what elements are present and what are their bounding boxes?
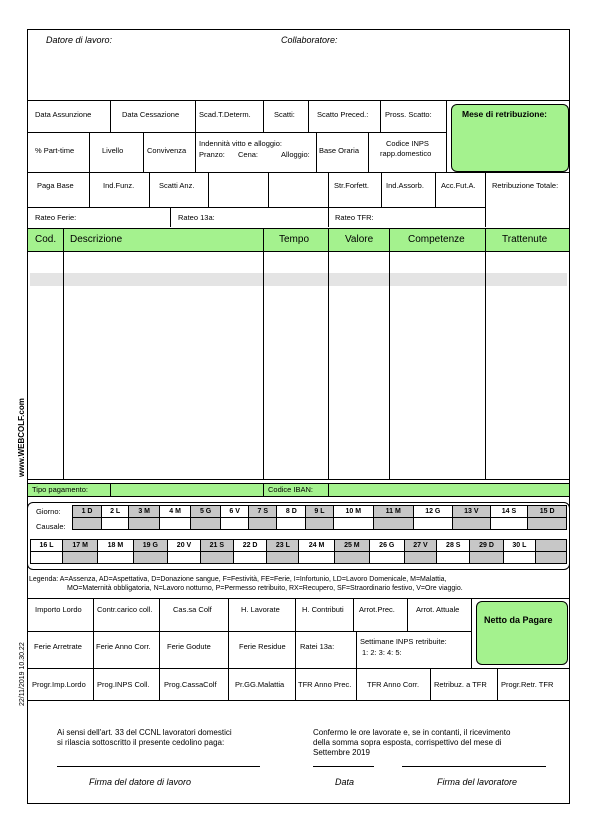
giorno-label: Giorno:: [36, 507, 61, 516]
footer-right-text-3: Settembre 2019: [313, 748, 370, 757]
day-2: 2 L: [102, 506, 129, 518]
codice-iban-label: Codice IBAN:: [268, 485, 314, 494]
contr-carico-label: Contr.carico coll.: [97, 605, 153, 614]
causale-cell[interactable]: [453, 518, 491, 530]
day-17: 17 M: [63, 540, 98, 552]
causale-cell[interactable]: [200, 552, 233, 564]
day-24: 24 M: [299, 540, 334, 552]
h-lavorate-label: H. Lavorate: [241, 605, 280, 614]
acc-fut-label: Acc.Fut.A.: [441, 181, 476, 190]
causale-cell[interactable]: [98, 552, 133, 564]
scatti-anz-label: Scatti Anz.: [159, 181, 195, 190]
causale-cell[interactable]: [470, 552, 504, 564]
legend-line-1: Legenda: A=Assenza, AD=Aspettativa, D=Donazione sangue, F=Festività, FE=Ferie, I=Infortunio, LD=Lavoro Domenicale, M=Malattia,: [29, 576, 447, 583]
causale-label: Causale:: [36, 522, 66, 531]
causale-cell[interactable]: [299, 552, 334, 564]
pross-scatto-label: Pross. Scatto:: [385, 110, 432, 119]
scad-determ-label: Scad.T.Determ.: [199, 110, 251, 119]
prog-inps-coll-label: Prog.INPS Coll.: [97, 680, 150, 689]
causale-cell[interactable]: [63, 552, 98, 564]
causale-cell[interactable]: [370, 552, 405, 564]
causale-cell[interactable]: [73, 518, 102, 530]
day-1: 1 D: [73, 506, 102, 518]
data-cessazione-label: Data Cessazione: [122, 110, 180, 119]
cassa-colf-label: Cas.sa Colf: [173, 605, 212, 614]
causale-cell[interactable]: [277, 518, 306, 530]
pr-gg-malattia-label: Pr.GG.Malattia: [235, 680, 285, 689]
legend-line-2: MO=Maternità obbligatoria, N=Lavoro notturno, P=Permesso retribuito, RX=Recupero, SF=Straordinario festivo, V=Ore viaggio.: [67, 585, 463, 592]
convivenza-label: Convivenza: [147, 146, 187, 155]
ferie-anno-corr-label: Ferie Anno Corr.: [96, 642, 151, 651]
indennita-label: Indennità vitto e alloggio:: [199, 139, 282, 148]
ind-funz-label: Ind.Funz.: [103, 181, 135, 190]
causale-cell[interactable]: [413, 518, 453, 530]
calendar-row-2: [30, 539, 567, 564]
progr-imp-lordo-label: Progr.Imp.Lordo: [32, 680, 86, 689]
arrot-attuale-label: Arrot. Attuale: [416, 605, 460, 614]
firma-datore-label: Firma del datore di lavoro: [89, 777, 192, 787]
timestamp: 22/11/2019 10.30.22: [19, 642, 26, 706]
day-27: 27 V: [404, 540, 437, 552]
col-competenze: Competenze: [408, 234, 465, 245]
causale-cell[interactable]: [249, 518, 277, 530]
causale-cell[interactable]: [221, 518, 249, 530]
causale-cell[interactable]: [528, 518, 567, 530]
day-30: 30 L: [503, 540, 535, 552]
empty-cell: [536, 540, 567, 552]
retribuzione-totale-label: Retribuzione Totale:: [492, 181, 559, 190]
settimane-label: Settimane INPS retribuite:: [360, 637, 447, 646]
ratei-13a-label: Ratei 13a:: [300, 642, 335, 651]
col-trattenute: Trattenute: [502, 234, 548, 245]
day-22: 22 D: [233, 540, 267, 552]
day-8: 8 D: [277, 506, 306, 518]
day-28: 28 S: [437, 540, 470, 552]
retribuz-tfr-label: Retribuz. a TFR: [434, 680, 487, 689]
pranzo-label: Pranzo:: [199, 150, 225, 159]
signature-line-datore: [57, 766, 260, 767]
scatti-label: Scatti:: [274, 110, 295, 119]
collaborator-label: Collaboratore:: [281, 35, 338, 45]
webcolf-watermark: www.WEBCOLF.com: [17, 398, 26, 477]
firma-lavoratore-label: Firma del lavoratore: [437, 777, 518, 787]
day-13: 13 V: [453, 506, 491, 518]
importo-lordo-label: Importo Lordo: [35, 605, 82, 614]
day-9: 9 L: [306, 506, 333, 518]
paga-base-label: Paga Base: [37, 181, 74, 190]
causale-cell[interactable]: [168, 552, 201, 564]
causale-cell[interactable]: [233, 552, 267, 564]
causale-cell[interactable]: [133, 552, 168, 564]
calendar-row-1: [72, 505, 567, 530]
progr-retr-tfr-label: Progr.Retr. TFR: [501, 680, 554, 689]
arrot-prec-label: Arrot.Prec.: [359, 605, 395, 614]
ind-assorb-label: Ind.Assorb.: [386, 181, 424, 190]
livello-label: Livello: [102, 146, 124, 155]
employer-label: Datore di lavoro:: [46, 35, 113, 45]
causale-cell[interactable]: [102, 518, 129, 530]
netto-box: [476, 601, 568, 665]
ferie-residue-label: Ferie Residue: [239, 642, 286, 651]
causale-cell[interactable]: [437, 552, 470, 564]
day-15: 15 D: [528, 506, 567, 518]
data-label: Data: [335, 777, 355, 787]
base-oraria-label: Base Oraria: [319, 146, 360, 155]
footer-right-text-1: Confermo le ore lavorate e, se in contanti, il ricevimento: [313, 728, 511, 737]
prog-cassacolf-label: Prog.CassaColf: [164, 680, 217, 689]
day-5: 5 G: [191, 506, 221, 518]
causale-cell[interactable]: [334, 552, 369, 564]
col-cod: Cod.: [35, 234, 57, 245]
day-29: 29 D: [470, 540, 504, 552]
tfr-anno-corr-label: TFR Anno Corr.: [367, 680, 420, 689]
day-23: 23 L: [267, 540, 299, 552]
causale-cell[interactable]: [31, 552, 63, 564]
signature-line-lavoratore: [402, 766, 546, 767]
causale-cell[interactable]: [129, 518, 160, 530]
footer-left-text-1: Ai sensi dell'art. 33 del CCNL lavoratori domestici: [57, 728, 232, 737]
col-tempo: Tempo: [279, 234, 310, 245]
day-12: 12 G: [413, 506, 453, 518]
netto-label: Netto da Pagare: [484, 615, 553, 625]
ferie-godute-label: Ferie Godute: [167, 642, 211, 651]
footer-left-text-2: si rilascia sottoscritto il presente cedolino paga:: [57, 738, 225, 747]
day-3: 3 M: [129, 506, 160, 518]
empty-cell: [536, 552, 567, 564]
rateo-tfr-label: Rateo TFR:: [335, 213, 374, 222]
causale-cell[interactable]: [267, 552, 299, 564]
causale-cell[interactable]: [503, 552, 535, 564]
tfr-anno-prec-label: TFR Anno Prec.: [298, 680, 352, 689]
rapp-domestico-label: rapp.domestico: [380, 149, 432, 158]
causale-cell[interactable]: [306, 518, 333, 530]
codice-inps-label: Codice INPS: [386, 139, 429, 148]
str-forfett-label: Str.Forfett.: [334, 181, 370, 190]
day-25: 25 M: [334, 540, 369, 552]
causale-cell[interactable]: [404, 552, 437, 564]
causale-cell[interactable]: [191, 518, 221, 530]
day-7: 7 S: [249, 506, 277, 518]
day-16: 16 L: [31, 540, 63, 552]
signature-line-date: [313, 766, 374, 767]
day-4: 4 M: [160, 506, 191, 518]
h-contributi-label: H. Contributi: [302, 605, 344, 614]
day-21: 21 S: [200, 540, 233, 552]
part-time-label: % Part-time: [35, 146, 75, 155]
settimane-weeks: 1: 2: 3: 4: 5:: [362, 648, 402, 657]
alloggio-label: Alloggio:: [281, 150, 310, 159]
col-valore: Valore: [345, 234, 374, 245]
day-18: 18 M: [98, 540, 133, 552]
day-11: 11 M: [373, 506, 413, 518]
data-assunzione-label: Data Assunzione: [35, 110, 92, 119]
day-20: 20 V: [168, 540, 201, 552]
ferie-arretrate-label: Ferie Arretrate: [34, 642, 82, 651]
month-label: Mese di retribuzione:: [462, 109, 548, 119]
rateo-ferie-label: Rateo Ferie:: [35, 213, 77, 222]
day-26: 26 G: [370, 540, 405, 552]
day-6: 6 V: [221, 506, 249, 518]
causale-cell[interactable]: [490, 518, 528, 530]
tipo-pagamento-label: Tipo pagamento:: [32, 485, 89, 494]
causale-cell[interactable]: [333, 518, 373, 530]
causale-cell[interactable]: [160, 518, 191, 530]
day-14: 14 S: [490, 506, 528, 518]
cena-label: Cena:: [238, 150, 259, 159]
day-19: 19 G: [133, 540, 168, 552]
rateo-13a-label: Rateo 13a:: [178, 213, 215, 222]
footer-right-text-2: della somma sopra esposta, corrispettivo del mese di: [313, 738, 502, 747]
scatto-preced-label: Scatto Preced.:: [317, 110, 369, 119]
causale-cell[interactable]: [373, 518, 413, 530]
col-descrizione: Descrizione: [70, 234, 123, 245]
day-10: 10 M: [333, 506, 373, 518]
